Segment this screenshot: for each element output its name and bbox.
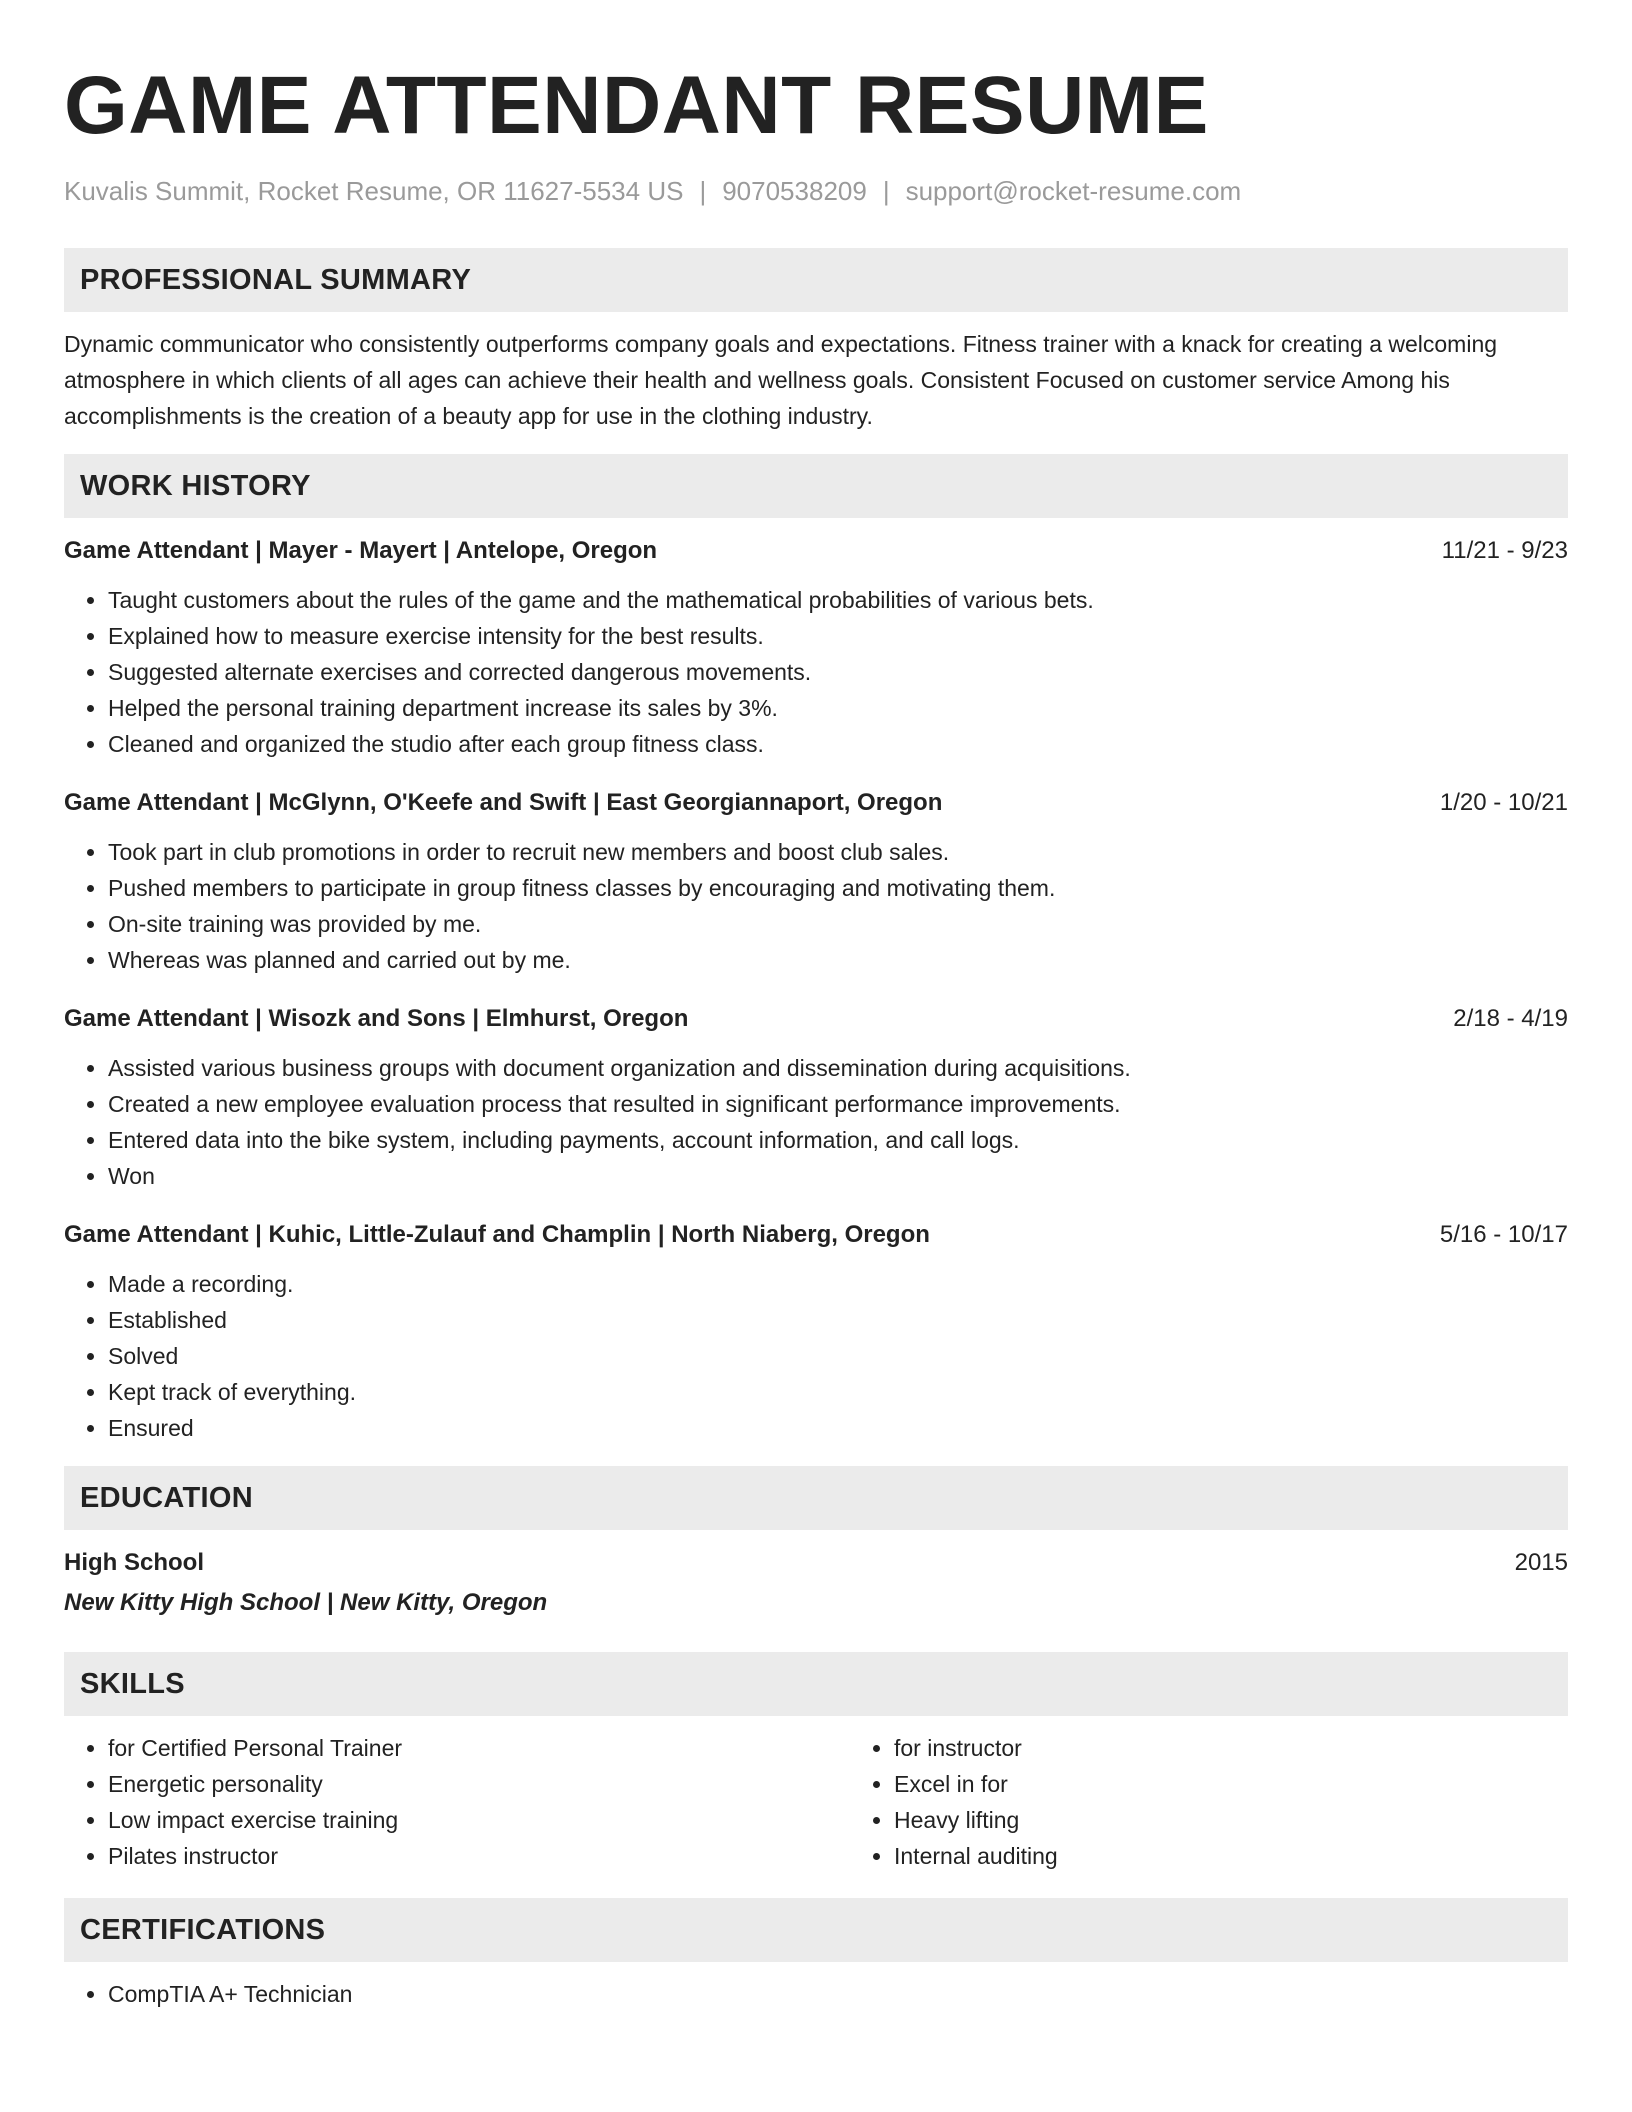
job-dates: 2/18 - 4/19 xyxy=(1453,1005,1568,1032)
job-bullet: • Solved xyxy=(108,1338,1568,1374)
skill-item: • Low impact exercise training xyxy=(108,1802,850,1838)
skill-item: • Heavy lifting xyxy=(894,1802,1632,1838)
job-dates: 11/21 - 9/23 xyxy=(1441,537,1568,564)
section-header-certifications: CERTIFICATIONS xyxy=(64,1898,1568,1962)
job-bullet: • Cleaned and organized the studio after each group fitness class. xyxy=(108,726,1568,762)
job-bullet: • Entered data into the bike system, including payments, account information, and call logs. xyxy=(108,1122,1568,1158)
job-bullet: • Whereas was planned and carried out by me. xyxy=(108,942,1568,978)
skill-item: • Internal auditing xyxy=(894,1838,1632,1874)
contact-email: support@rocket-resume.com xyxy=(905,176,1242,206)
job-bullets xyxy=(64,582,1568,762)
summary-text: Dynamic communicator who consistently outperforms company goals and expectations. Fitness trainer with a knack for creating a welcoming atmosphere in which clients of all ages can achieve their health and wellness goals. Consistent Focused on customer service Among his accomplishments is the creation of a beauty app for use in the clothing industry. xyxy=(64,331,1498,429)
job-entry xyxy=(64,1002,1568,1194)
education-year: 2015 xyxy=(1514,1549,1568,1576)
job-title: Game Attendant | Mayer - Mayert | Antelope, Oregon xyxy=(64,537,658,564)
skill-item: • for Certified Personal Trainer xyxy=(108,1730,850,1766)
job-title: Game Attendant | McGlynn, O'Keefe and Swift | East Georgiannaport, Oregon xyxy=(64,789,943,816)
contact-address: Kuvalis Summit, Rocket Resume, OR 11627-5534 US xyxy=(64,176,684,206)
job-bullet: • Established xyxy=(108,1302,1568,1338)
education-school: New Kitty High School | New Kitty, Oregon xyxy=(64,1589,548,1616)
job-bullet: • Took part in club promotions in order to recruit new members and boost club sales. xyxy=(108,834,1568,870)
section-header-summary: PROFESSIONAL SUMMARY xyxy=(64,248,1568,312)
section-header-education: EDUCATION xyxy=(64,1466,1568,1530)
contact-phone: 9070538209 xyxy=(722,176,867,206)
certification-item: • CompTIA A+ Technician xyxy=(108,1976,1568,2012)
job-bullets xyxy=(64,1050,1568,1194)
skills-columns xyxy=(64,1716,1568,1874)
job-bullet: • Explained how to measure exercise intensity for the best results. xyxy=(108,618,1568,654)
job-bullet: • Made a recording. xyxy=(108,1266,1568,1302)
section-header-work-history: WORK HISTORY xyxy=(64,454,1568,518)
job-bullet: • Pushed members to participate in group fitness classes by encouraging and motivating them. xyxy=(108,870,1568,906)
skill-item: • Energetic personality xyxy=(108,1766,850,1802)
education-degree: High School xyxy=(64,1549,204,1576)
job-bullet: • Created a new employee evaluation process that resulted in significant performance improvements. xyxy=(108,1086,1568,1122)
skills-list-right xyxy=(850,1730,1632,1874)
certifications-list xyxy=(64,1976,1568,2012)
job-title: Game Attendant | Kuhic, Little-Zulauf and Champlin | North Niaberg, Oregon xyxy=(64,1221,930,1248)
job-bullet: • Taught customers about the rules of the game and the mathematical probabilities of various bets. xyxy=(108,582,1568,618)
job-bullets xyxy=(64,1266,1568,1446)
contact-separator: | xyxy=(882,176,890,206)
skill-item: • Pilates instructor xyxy=(108,1838,850,1874)
skill-item: • Excel in for xyxy=(894,1766,1632,1802)
job-bullets xyxy=(64,834,1568,978)
job-title: Game Attendant | Wisozk and Sons | Elmhurst, Oregon xyxy=(64,1005,689,1032)
contact-separator: | xyxy=(699,176,707,206)
resume-title: GAME ATTENDANT RESUME xyxy=(64,60,1209,151)
job-entry xyxy=(64,1218,1568,1446)
job-bullet: • Assisted various business groups with document organization and dissemination during acquisitions. xyxy=(108,1050,1568,1086)
job-entry xyxy=(64,786,1568,978)
job-bullet: • Helped the personal training department increase its sales by 3%. xyxy=(108,690,1568,726)
section-header-skills: SKILLS xyxy=(64,1652,1568,1716)
education-entry xyxy=(64,1546,1568,1620)
job-bullet: • Ensured xyxy=(108,1410,1568,1446)
job-dates: 5/16 - 10/17 xyxy=(1439,1221,1568,1248)
job-dates: 1/20 - 10/21 xyxy=(1439,789,1568,816)
skill-item: • for instructor xyxy=(894,1730,1632,1766)
skills-list-left xyxy=(64,1730,850,1874)
contact-line xyxy=(64,174,1568,208)
job-bullet: • Suggested alternate exercises and corrected dangerous movements. xyxy=(108,654,1568,690)
job-bullet: • Kept track of everything. xyxy=(108,1374,1568,1410)
job-bullet: • Won xyxy=(108,1158,1568,1194)
job-bullet: • On-site training was provided by me. xyxy=(108,906,1568,942)
job-entry xyxy=(64,534,1568,762)
